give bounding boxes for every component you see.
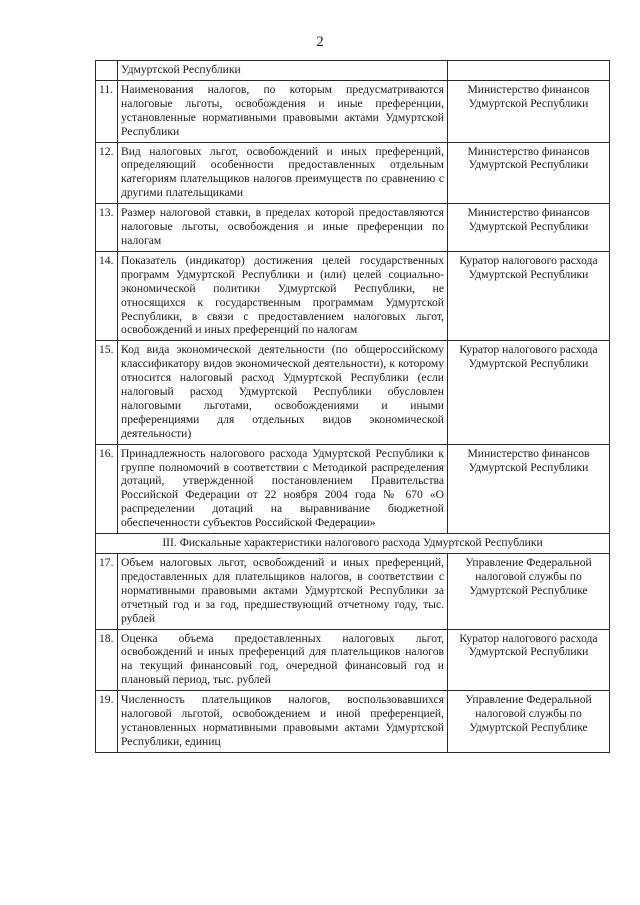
row-number: 16. — [96, 444, 118, 533]
row-number: 19. — [96, 691, 118, 753]
row-description: Наименования налогов, по которым предусматриваются налоговые льготы, освобождения и иные преференции, установленные нормативными правовыми актами Удмуртской Республики — [118, 80, 448, 142]
row-number: 15. — [96, 341, 118, 444]
row-responsible: Управление Федеральной налоговой службы по Удмуртской Республике — [448, 691, 610, 753]
row-number: 13. — [96, 204, 118, 252]
row-description: Удмуртской Республики — [118, 61, 448, 81]
row-description: Объем налоговых льгот, освобождений и иных преференций, предоставленных для плательщиков налогов, в соответствии с нормативными правовыми актами Удмуртской Республики за отчетный год и за год, предшествующий отчетному году, тыс. рублей — [118, 554, 448, 630]
section-header-row — [96, 534, 610, 554]
row-description: Принадлежность налогового расхода Удмуртской Республики к группе полномочий в соответствии с Методикой распределения дотаций, утвержденной постановлением Правительства Российской Федерации от 22 ноября 2004 года № 670 «О распределении дотаций на выравнивание бюджетной обеспеченности субъектов Российской Федерации» — [118, 444, 448, 533]
table-row-13 — [96, 204, 610, 252]
row-number: 12. — [96, 142, 118, 204]
table-row-16 — [96, 444, 610, 533]
table-row-15 — [96, 341, 610, 444]
row-responsible: Министерство финансов Удмуртской Республики — [448, 444, 610, 533]
row-responsible: Министерство финансов Удмуртской Республики — [448, 80, 610, 142]
table-row-14 — [96, 251, 610, 340]
table-row-11 — [96, 80, 610, 142]
table-row-18 — [96, 629, 610, 691]
table-row-19 — [96, 691, 610, 753]
row-number — [96, 61, 118, 81]
row-description: Показатель (индикатор) достижения целей государственных программ Удмуртской Республики и (или) целей социально-экономической политики Удмуртской Республики, не относящихся к государственным программам Удмуртской Республики, в связи с предоставлением налоговых льгот, освобождений и иных преференций по налогам — [118, 251, 448, 340]
row-responsible: Куратор налогового расхода Удмуртской Республики — [448, 341, 610, 444]
table-row-continuation — [96, 61, 610, 81]
row-number: 17. — [96, 554, 118, 630]
row-responsible: Министерство финансов Удмуртской Республики — [448, 204, 610, 252]
row-description: Оценка объема предоставленных налоговых льгот, освобождений и иных преференций для плательщиков налогов на текущий финансовый год, очередной финансовый год и плановый период, тыс. рублей — [118, 629, 448, 691]
row-responsible: Куратор налогового расхода Удмуртской Республики — [448, 251, 610, 340]
indicators-table — [95, 60, 610, 753]
row-description: Код вида экономической деятельности (по общероссийскому классификатору видов экономической деятельности), к которому относится налоговый расход Удмуртской Республики (если налоговый расход Удмуртской Республики обусловлен налоговыми льготами, освобождениями и иными преференциями для отдельных видов экономической деятельности) — [118, 341, 448, 444]
row-responsible: Куратор налогового расхода Удмуртской Республики — [448, 629, 610, 691]
row-responsible: Министерство финансов Удмуртской Республики — [448, 142, 610, 204]
row-description: Размер налоговой ставки, в пределах которой предоставляются налоговые льготы, освобождения и иные преференции по налогам — [118, 204, 448, 252]
row-number: 18. — [96, 629, 118, 691]
table-row-12 — [96, 142, 610, 204]
row-responsible — [448, 61, 610, 81]
row-responsible: Управление Федеральной налоговой службы по Удмуртской Республике — [448, 554, 610, 630]
row-number: 14. — [96, 251, 118, 340]
page-number: 2 — [316, 34, 324, 50]
section-title: III. Фискальные характеристики налогового расхода Удмуртской Республики — [96, 534, 610, 554]
row-description: Численность плательщиков налогов, воспользовавшихся налоговой льготой, освобождением и иной преференцией, установленных нормативными правовыми актами Удмуртской Республики, единиц — [118, 691, 448, 753]
table-row-17 — [96, 554, 610, 630]
row-number: 11. — [96, 80, 118, 142]
row-description: Вид налоговых льгот, освобождений и иных преференций, определяющий особенности предоставленных отдельным категориям плательщиков налогов преимуществ по сравнению с другими плательщиками — [118, 142, 448, 204]
